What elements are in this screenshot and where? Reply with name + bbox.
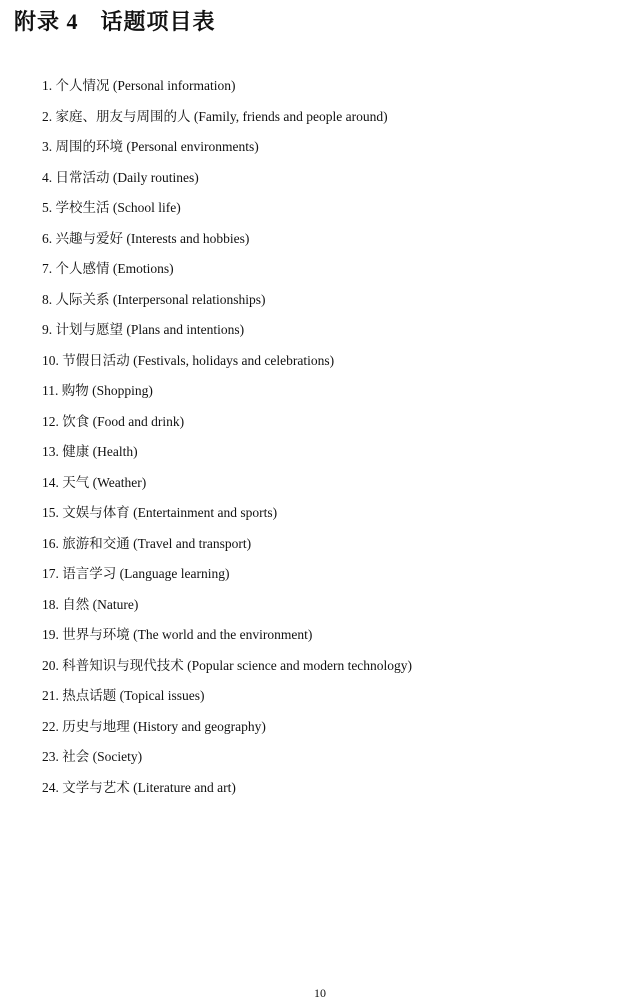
topic-item: 4. 日常活动 (Daily routines) (42, 169, 199, 185)
topic-item: 13. 健康 (Health) (42, 444, 138, 459)
topic-item: 9. 计划与愿望 (Plans and intentions) (42, 322, 245, 337)
topic-item: 3. 周围的环境 (Personal environments) (42, 139, 259, 154)
topic-item: 22. 历史与地理 (History and geography) (42, 718, 266, 734)
topic-item: 16. 旅游和交通 (Travel and transport) (42, 535, 252, 551)
topic-item: 21. 热点话题 (Topical issues) (42, 688, 205, 703)
title-text: 话题项目表 (100, 9, 216, 34)
topic-item: 23. 社会 (Society) (42, 749, 143, 764)
page-title (14, 8, 216, 36)
topic-item: 8. 人际关系 (Interpersonal relationships) (42, 291, 266, 307)
topic-item: 1. 个人情况 (Personal information) (42, 78, 236, 93)
topic-item: 15. 文娱与体育 (Entertainment and sports) (42, 505, 278, 520)
topic-item: 20. 科普知识与现代技术 (Popular science and modern technology) (42, 657, 413, 673)
topic-list (42, 76, 412, 808)
topic-item: 10. 节假日活动 (Festivals, holidays and celebrations) (42, 352, 335, 368)
topic-item: 14. 天气 (Weather) (42, 474, 147, 490)
topic-item: 24. 文学与艺术 (Literature and art) (42, 779, 236, 795)
page-number: 10 (314, 986, 326, 1000)
topic-item: 6. 兴趣与爱好 (Interests and hobbies) (42, 230, 250, 246)
topic-item: 12. 饮食 (Food and drink) (42, 413, 185, 429)
topic-item: 7. 个人感情 (Emotions) (42, 261, 174, 276)
topic-item: 18. 自然 (Nature) (42, 596, 139, 612)
topic-item: 17. 语言学习 (Language learning) (42, 566, 230, 581)
appendix-label: 附录 4 (14, 9, 79, 34)
topic-item: 19. 世界与环境 (The world and the environment) (42, 627, 313, 642)
topic-item: 11. 购物 (Shopping) (42, 383, 153, 398)
topic-item: 5. 学校生活 (School life) (42, 200, 181, 215)
topic-item: 2. 家庭、朋友与周围的人 (Family, friends and people around) (42, 108, 388, 124)
